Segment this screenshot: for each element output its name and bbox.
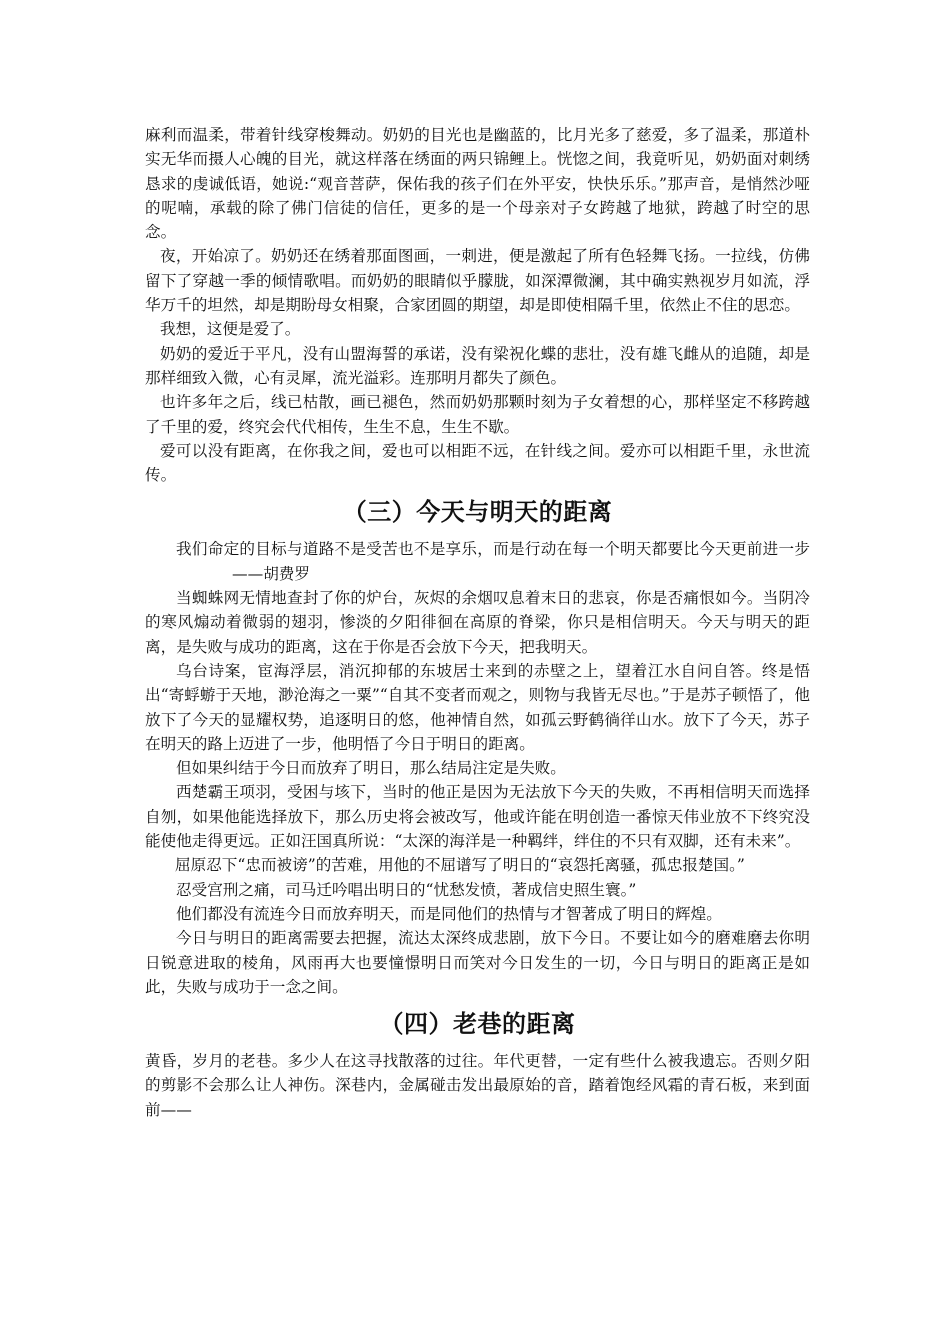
paragraph: 西楚霸王项羽，受困与垓下，当时的他正是因为无法放下今天的失败，不再相信明天而选择自刎，如果他能选择放下，那么历史将会被改写，他或许能在明创造一番惊天伟业放不下终究没能使他走得更远。正如汪国真所说：“太深的海洋是一种羁绊，绊住的不只有双脚，还有未来”。 (145, 783, 810, 851)
epigraph-quote: 我们命定的目标与道路不是受苦也不是享乐，而是行动在每一个明天都要比今天更前进一步 (176, 540, 810, 559)
paragraph: 当蜘蛛网无情地查封了你的炉台，灰烬的余烟叹息着末日的悲哀，你是否痛恨如今。当阴冷的寒风煽动着微弱的翅羽，惨淡的夕阳徘徊在高原的脊梁，你只是相信明天。今天与明天的距离，是失败与成功的距离，这在于你是否会放下今天，把我明天。 (145, 589, 810, 656)
section-4-title: （四）老巷的距离 (379, 1009, 576, 1039)
paragraph: 我想，这便是爱了。 (160, 320, 301, 339)
section-3-title: （三）今天与明天的距离 (342, 497, 613, 527)
epigraph (145, 537, 810, 586)
paragraph: 奶奶的爱近于平凡，没有山盟海誓的承诺，没有梁祝化蝶的悲壮，没有雄飞雌从的追随，却是那样细致入微，心有灵犀，流光溢彩。连那明月都失了颜色。 (145, 344, 810, 387)
epigraph-author: ——胡费罗 (232, 564, 310, 583)
paragraph: 爱可以没有距离，在你我之间，爱也可以相距不远，在针线之间。爱亦可以相距千里，永世流传。 (145, 441, 810, 485)
paragraph: 也许多年之后，线已枯散，画已褪色，然而奶奶那颗时刻为子女着想的心，那样坚定不移跨越了千里的爱，终究会代代相传，生生不息，生生不歇。 (145, 393, 810, 436)
paragraph: 忍受宫刑之痛，司马迁吟唱出明日的“忧愁发愤，著成信史照生寰。” (176, 880, 637, 899)
paragraph: 今日与明日的距离需要去把握，流达太深终成悲剧，放下今日。不要让如今的磨难磨去你明日锐意进取的棱角，风雨再大也要憧憬明日而笑对今日发生的一切，今日与明日的距离正是如此，失败与成功于一念之间。 (145, 929, 810, 996)
paragraph: 黄昏，岁月的老巷。多少人在这寻找散落的过往。年代更替，一定有些什么被我遗忘。否则夕阳的剪影不会那么让人神伤。深巷内，金属碰击发出最原始的音，踏着饱经风霜的青石板，来到面前—— (145, 1052, 810, 1119)
document-page (145, 123, 810, 1122)
paragraph: 乌台诗案，宦海浮层，消沉抑郁的东坡居士来到的赤壁之上，望着江水自问自答。终是悟出“寄蜉蝣于天地，渺沧海之一粟”“自其不变者而观之，则物与我皆无尽也。”于是苏子顿悟了，他放下了今天的显耀权势，追逐明日的悠，他神情自然，如孤云野鹤徜徉山水。放下了今天，苏子在明天的路上迈进了一步，他明悟了今日于明日的距离。 (145, 661, 810, 753)
paragraph: 屈原忍下“忠而被谤”的苦难，用他的不屈谱写了明日的“哀怨托离骚，孤忠报楚国。” (175, 856, 745, 875)
paragraph: 夜，开始凉了。奶奶还在绣着那面图画，一刺进，便是激起了所有色轻舞飞扬。一拉线，仿佛留下了穿越一季的倾情歌唱。而奶奶的眼睛似乎朦胧，如深潭微澜，其中确实熟视岁月如流，浮华万千的坦然，却是期盼母女相聚，合家团圆的期望，却是即使相隔千里，依然止不住的思恋。 (145, 247, 810, 315)
paragraph: 麻利而温柔，带着针线穿梭舞动。奶奶的目光也是幽蓝的，比月光多了慈爱，多了温柔，那道朴实无华而摄人心魄的目光，就这样落在绣面的两只锦鲤上。恍惚之间，我竟听见，奶奶面对刺绣恳求的虔诚低语，她说:“观音菩萨，保佑我的孩子们在外平安，快快乐乐。”那声音，是悄然沙哑的呢喃，承载的除了佛门信徒的信任，更多的是一个母亲对子女跨越了地狱，跨越了时空的思念。 (145, 126, 810, 242)
paragraph: 他们都没有流连今日而放弃明天，而是同他们的热情与才智著成了明日的辉煌。 (176, 904, 722, 923)
paragraph: 但如果纠结于今日而放弃了明日，那么结局注定是失败。 (176, 759, 566, 778)
